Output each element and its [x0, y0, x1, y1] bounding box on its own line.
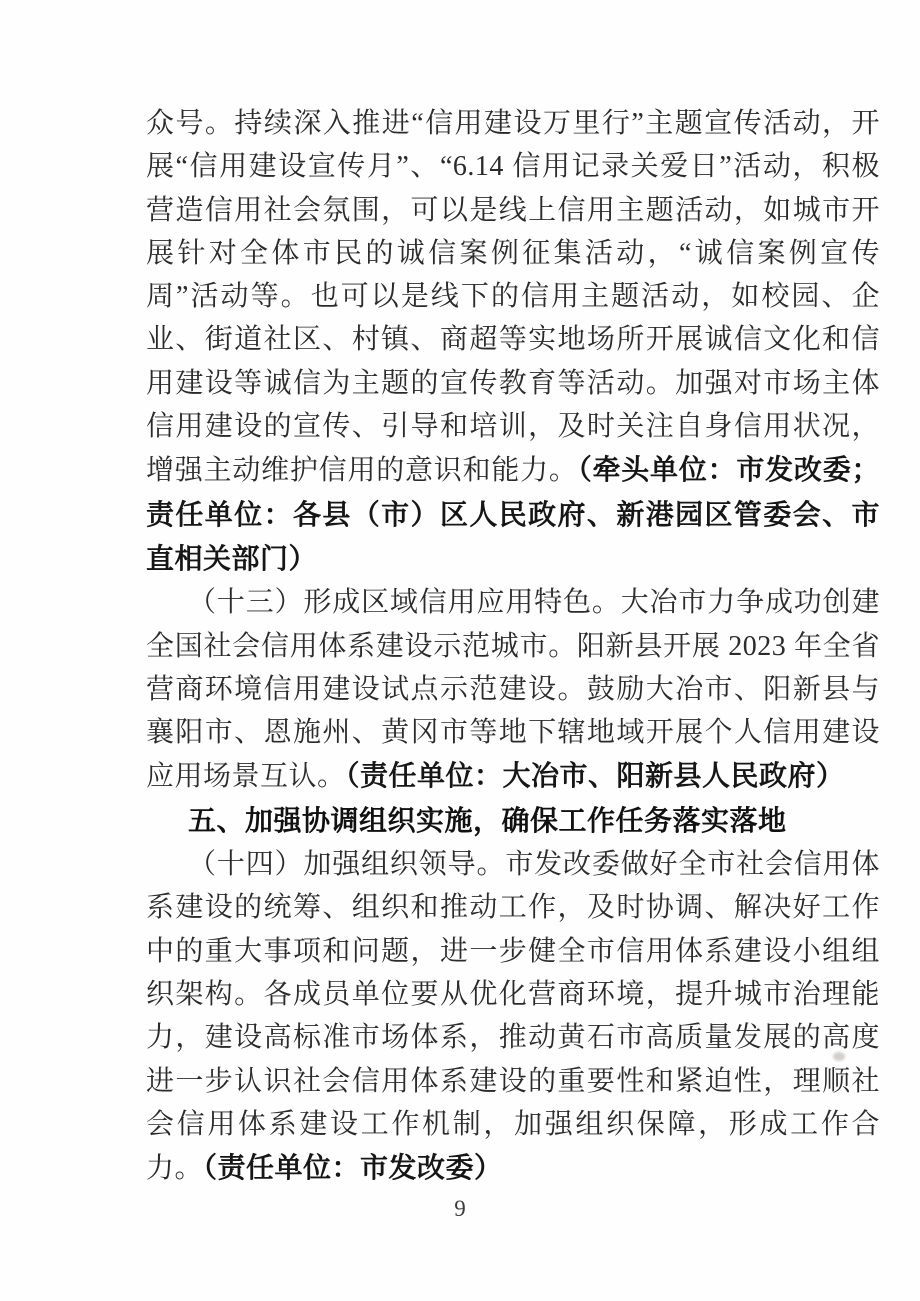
text-segment: （十四）加强组织领导。市发改委做好全市社会信用体系建设的统筹、组织和推动工作，及时协调、解决好工作中的重大事项和问题，进一步健全市信用体系建设小组组织架构。各成员单位要从优化营商环境，提升城市治理能力，建设高标准市场体系，推动黄石市高质量发展的高度进一步认识社会信用体系建设的重要性和紧迫性，理顺社会信用体系建设工作机制，加强组织保障，形成工作合力。 — [146, 849, 880, 1185]
paragraph-item-14 — [146, 843, 880, 1190]
text-segment: （十三）形成区域信用应用特色。大冶市力争成功创建全国社会信用体系建设示范城市。阳新县开展 2023 年全省营商环境信用建设试点示范建设。鼓励大冶市、阳新县与襄阳市、恩施州、黄冈市等地下辖地域开展个人信用建设应用场景互认。 — [146, 587, 880, 793]
bold-text-segment: （责任单位：市发改委） — [203, 1152, 503, 1184]
section-heading-5 — [146, 799, 880, 843]
bold-text-segment: （责任单位：大冶市、阳新县人民政府） — [345, 760, 845, 792]
bold-text-segment: （牵头单位：市发改委；责任单位：各县（市）区人民政府、新港园区管委会、市直相关部门） — [146, 454, 880, 574]
scan-artifact — [833, 1052, 845, 1061]
bold-text-segment: 五、加强协调组织实施，确保工作任务落实落地 — [188, 804, 787, 836]
document-body — [146, 102, 880, 1190]
text-segment: 众号。持续深入推进“信用建设万里行”主题宣传活动，开展“信用建设宣传月”、“6.14 信用记录关爱日”活动，积极营造信用社会氛围，可以是线上信用主题活动，如城市开展针对全体市民的诚信案例征集活动，“诚信案例宣传周”活动等。也可以是线下的信用主题活动，如校园、企业、街道社区、村镇、商超等实地场所开展诚信文化和信用建设等诚信为主题的宣传教育等活动。加强对市场主体信用建设的宣传、引导和培训，及时关注自身信用状况，增强主动维护信用的意识和能力。 — [146, 108, 880, 487]
paragraph-continuation — [146, 102, 880, 581]
page-number: 9 — [454, 1196, 466, 1221]
paragraph-item-13 — [146, 581, 880, 798]
